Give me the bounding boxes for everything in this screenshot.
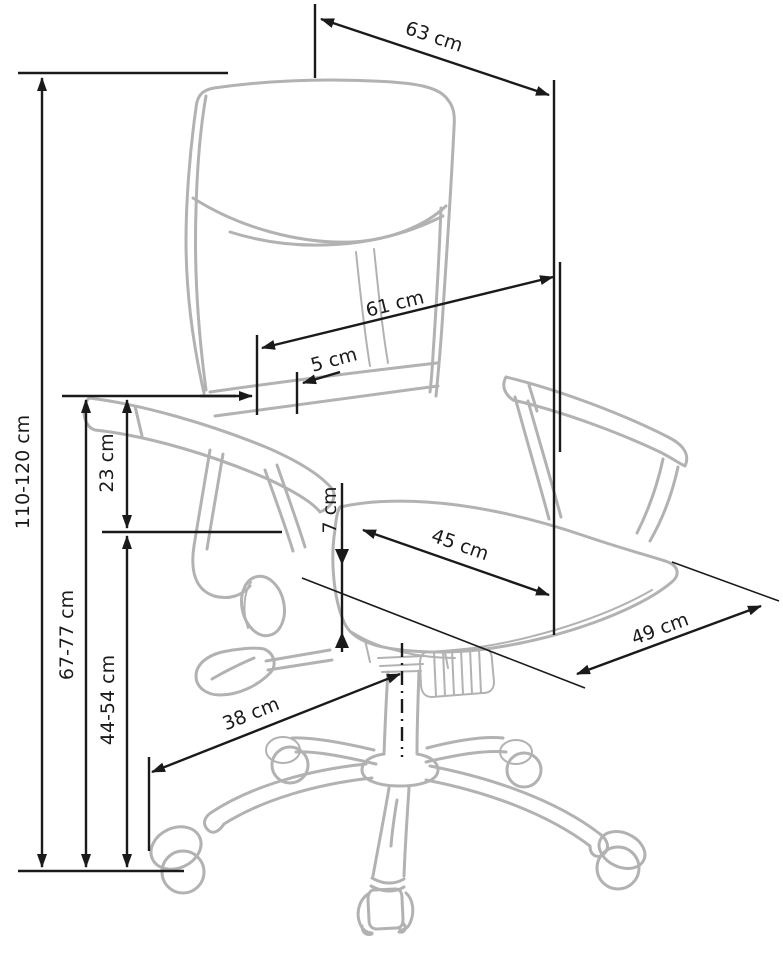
base-leg-right	[426, 766, 607, 856]
base-leg-rear-right	[426, 737, 506, 762]
base-leg-left	[205, 764, 372, 832]
dim-armrest-inset	[200, 343, 360, 396]
dim-label-armrest-height: 67-77 cm	[56, 589, 78, 681]
headrest-seam	[193, 198, 446, 242]
dim-backrest-to-armrest	[96, 400, 127, 528]
dim-label-base-leg-reach: 38 cm	[219, 692, 283, 736]
base-leg-front	[371, 788, 409, 891]
seat-outline	[333, 501, 677, 652]
backrest-outline	[186, 80, 454, 396]
dim-overall-height	[12, 78, 42, 867]
caster-rear-right	[500, 740, 541, 787]
caster-front	[358, 889, 413, 935]
dim-seat-depth	[577, 606, 761, 674]
dim-armrest-height	[56, 400, 86, 867]
dim-backrest-width	[262, 277, 553, 348]
dimension-annotations	[12, 4, 779, 871]
dim-label-headrest-width: 63 cm	[402, 17, 466, 57]
dim-base-leg-reach	[152, 674, 400, 772]
caster-left	[144, 819, 208, 893]
dim-label-backrest-to-armrest: 23 cm	[96, 433, 118, 493]
seat-depth-extension-right	[672, 562, 779, 601]
dim-label-armrest-inset: 5 cm	[308, 343, 360, 377]
dim-label-seat-height: 44-54 cm	[97, 654, 119, 746]
dim-headrest-width	[321, 17, 549, 95]
height-lever	[196, 648, 332, 695]
tension-knob	[420, 648, 494, 697]
dim-label-overall-height: 110-120 cm	[12, 414, 34, 530]
chair-artwork	[84, 80, 687, 935]
dim-label-seat-width: 45 cm	[428, 524, 492, 566]
dim-seat-height	[97, 536, 127, 867]
dim-label-seat-depth: 49 cm	[628, 608, 692, 650]
dim-label-backrest-width: 61 cm	[363, 286, 427, 322]
base-leg-rear-left	[292, 738, 376, 764]
right-armrest-supports	[515, 397, 678, 541]
backrest-left-inner-edge	[195, 96, 206, 390]
dim-seat-width	[363, 525, 549, 595]
dim-label-seat-thickness: 7 cm	[319, 486, 341, 534]
